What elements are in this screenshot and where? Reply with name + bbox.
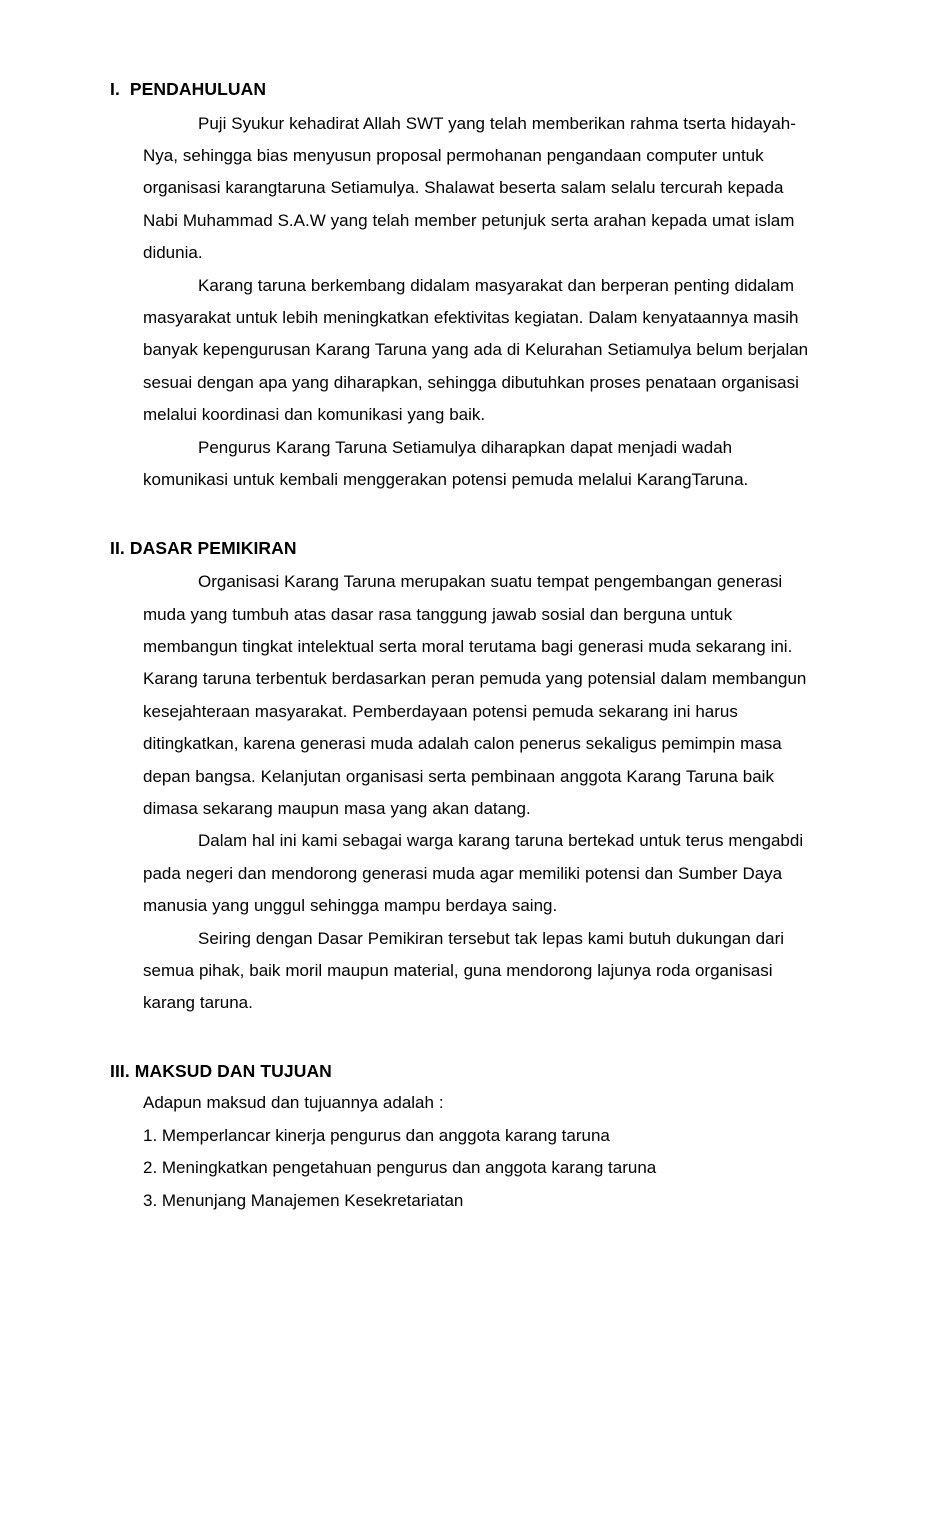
- list-item: 3. Menunjang Manajemen Kesekretariatan: [143, 1190, 464, 1210]
- section-heading-maksud-dan-tujuan: III. MAKSUD DAN TUJUAN: [110, 1060, 332, 1081]
- list-item: 1. Memperlancar kinerja pengurus dan anggota karang taruna: [143, 1125, 610, 1145]
- section-body-dasar-pemikiran: [143, 566, 820, 1020]
- paragraph: Organisasi Karang Taruna merupakan suatu tempat pengembangan generasi muda yang tumbuh atas dasar rasa tanggung jawab sosial dan berguna untuk membangun tingkat intelektual serta moral terutama bagi generasi muda sekarang ini. Karang taruna terbentuk berdasarkan peran pemuda yang potensial dalam membangun kesejahteraan masyarakat. Pemberdayaan potensi pemuda sekarang ini harus ditingkatkan, karena generasi muda adalah calon penerus sekaligus pemimpin masa depan bangsa. Kelanjutan organisasi serta pembinaan anggota Karang Taruna baik dimasa sekarang maupun masa yang akan datang.: [143, 572, 807, 818]
- section-heading-pendahuluan: I. PENDAHULUAN: [110, 79, 267, 99]
- paragraph: Seiring dengan Dasar Pemikiran tersebut tak lepas kami butuh dukungan dari semua pihak, baik moril maupun material, guna mendorong lajunya roda organisasi karang taruna.: [143, 928, 785, 1013]
- section-maksud-dan-tujuan: [110, 1060, 820, 1217]
- objectives-intro: Adapun maksud dan tujuannya adalah :: [143, 1093, 444, 1113]
- paragraph: Karang taruna berkembang didalam masyarakat dan berperan penting didalam masyarakat untuk lebih meningkatkan efektivitas kegiatan. Dalam kenyataannya masih banyak kepengurusan Karang Taruna yang ada di Kelurahan Setiamulya belum berjalan sesuai dengan apa yang diharapkan, sehingga dibutuhkan proses penataan organisasi melalui koordinasi dan komunikasi yang baik.: [143, 275, 809, 425]
- objectives-list: [143, 1120, 820, 1217]
- section-pendahuluan: [110, 78, 820, 497]
- section-heading-dasar-pemikiran: II. DASAR PEMIKIRAN: [110, 537, 297, 558]
- paragraph: Dalam hal ini kami sebagai warga karang taruna bertekad untuk terus mengabdi pada negeri dan mendorong generasi muda agar memiliki potensi dan Sumber Daya manusia yang unggul sehingga mampu berdaya saing.: [143, 831, 804, 916]
- section-body-pendahuluan: [143, 108, 820, 497]
- section-dasar-pemikiran: [110, 537, 820, 1020]
- paragraph: Pengurus Karang Taruna Setiamulya diharapkan dapat menjadi wadah komunikasi untuk kembali menggerakan potensi pemuda melalui KarangTaruna.: [143, 437, 749, 490]
- paragraph: Puji Syukur kehadirat Allah SWT yang telah memberikan rahma tserta hidayah-Nya, sehingga bias menyusun proposal permohanan pengandaan computer untuk organisasi karangtaruna Setiamulya. Shalawat beserta salam selalu tercurah kepada Nabi Muhammad S.A.W yang telah member petunjuk serta arahan kepada umat islam didunia.: [143, 113, 796, 263]
- list-item: 2. Meningkatkan pengetahuan pengurus dan anggota karang taruna: [143, 1158, 657, 1178]
- section-body-maksud-dan-tujuan: [143, 1087, 820, 1217]
